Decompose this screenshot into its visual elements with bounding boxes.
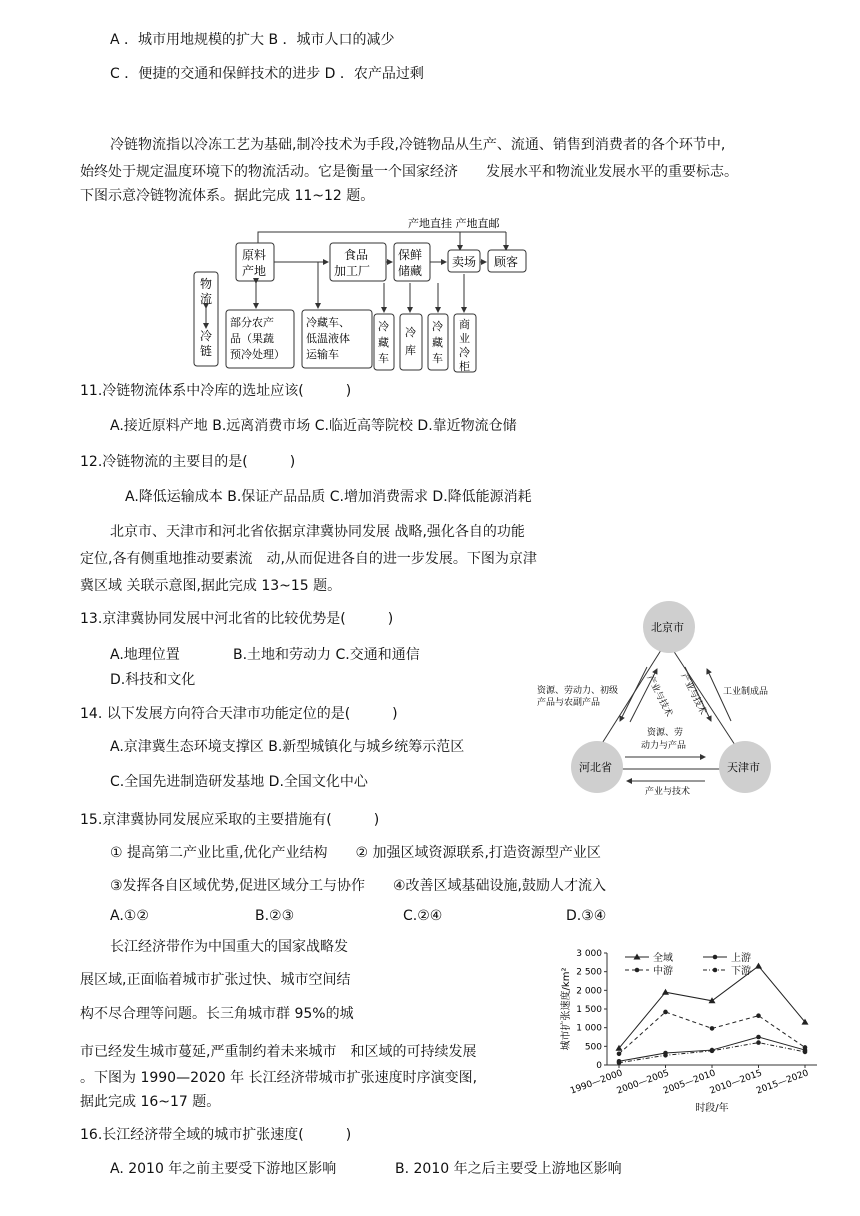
yangtze-para-line5: 。下图为 1990—2020 年 长江经济带城市扩张速度时序演变图, (80, 1070, 478, 1086)
yangtze-para-line6: 据此完成 16~17 题。 (80, 1094, 221, 1110)
legend-label: 中游 (653, 966, 673, 977)
data-point (663, 1053, 668, 1058)
legend-label: 全域 (653, 953, 673, 964)
q11-options: A.接近原料产地 B.远离消费市场 C.临近高等院校 D.靠近物流仓储 (110, 418, 517, 434)
data-point (803, 1050, 808, 1055)
data-point (617, 1060, 622, 1065)
legend-label: 上游 (731, 953, 751, 964)
legend-marker (713, 955, 718, 960)
x-tick-label: 1990—2000 (569, 1068, 625, 1097)
q15-opt-a: A.①② (110, 908, 149, 924)
truck-group-box: 冷藏车、低温液体运输车 (306, 316, 350, 361)
yangtze-para-line1: 长江经济带作为中国重大的国家战略发 (110, 939, 348, 955)
data-point (755, 963, 762, 969)
q15-opt-d: D.③④ (566, 908, 607, 924)
y-tick-label: 2 000 (576, 986, 602, 997)
legend-marker (635, 968, 640, 973)
y-tick-label: 1 000 (576, 1023, 602, 1034)
hebei-label: 河北省 (579, 761, 612, 774)
q13-opt-d: D.科技和文化 (110, 672, 196, 688)
coldchain-diagram (190, 210, 535, 375)
right-in-label: 产业与技术 (678, 671, 708, 717)
q14-line2: C.全国先进制造研发基地 D.全国文化中心 (110, 774, 368, 790)
q15-stem: 15.京津冀协同发展应采取的主要措施有( ) (80, 812, 380, 828)
q10-options-line2: C ．便捷的交通和保鲜技术的进步 D ．农产品过剩 (110, 66, 424, 82)
y-axis-title: 城市扩张速度/km² (561, 967, 572, 1051)
cold-storage-box: 冷库 (405, 326, 416, 357)
legend-marker (713, 968, 718, 973)
truck1-box: 冷藏车 (378, 320, 389, 365)
diagram-top-label: 产地直挂 产地直邮 (408, 217, 500, 230)
q16-stem: 16.长江经济带全域的城市扩张速度( ) (80, 1127, 352, 1143)
data-point (617, 1052, 622, 1057)
coldchain-para-line1: 冷链物流指以冷冻工艺为基础,制冷技术为手段,冷链物品从生产、流通、销售到消费者的各个环节中, (110, 137, 726, 153)
truck2-box: 冷藏车 (432, 320, 443, 365)
raw-material-box: 原料产地 (242, 248, 267, 278)
q15-statement2: ③发挥各自区域优势,促进区域分工与协作 ④改善区域基础设施,鼓励人才流入 (110, 878, 606, 894)
series-line-2 (619, 1012, 805, 1054)
x-tick-label: 2015—2020 (755, 1068, 811, 1097)
x-axis-title: 时段/年 (695, 1103, 729, 1114)
jjj-para-line3: 冀区域 关联示意图,据此完成 13~15 题。 (80, 578, 342, 594)
y-tick-label: 0 (596, 1061, 602, 1071)
y-tick-label: 3 000 (576, 949, 602, 959)
customer-box: 顾客 (494, 255, 519, 269)
x-tick-label: 2000—2005 (615, 1068, 671, 1097)
data-point (756, 1035, 761, 1040)
side-bottom-label: 冷链 (200, 329, 213, 358)
tianjin-label: 天津市 (727, 761, 760, 774)
q15-opt-b: B.②③ (255, 908, 295, 924)
y-tick-label: 2 500 (576, 967, 602, 978)
left-in-label: 产业与技术 (644, 673, 674, 719)
data-point (756, 1013, 761, 1018)
q13-opt-bc: B.土地和劳动力 C.交通和通信 (233, 647, 420, 663)
data-point (710, 1026, 715, 1031)
side-top-label: 物流 (200, 277, 213, 306)
beijing-label: 北京市 (651, 621, 684, 634)
coldchain-para-line2: 始终处于规定温度环境下的物流活动。它是衡量一个国家经济 发展水平和物流业发展水平的重要标志。 (80, 164, 738, 180)
urban-expansion-chart (555, 945, 830, 1115)
data-point (803, 1045, 808, 1050)
freezer-box: 商业冷柜 (459, 318, 470, 373)
preserve-box: 保鲜储藏 (398, 248, 423, 278)
x-tick-label: 2010—2015 (708, 1068, 764, 1097)
food-factory-box: 食品加工厂 (334, 248, 371, 278)
yangtze-para-line3: 构不尽合理等问题。长三角城市群 95%的城 (80, 1006, 354, 1022)
q13-opt-a: A.地理位置 (110, 647, 180, 663)
jjj-diagram (535, 597, 785, 797)
bottom-top-label: 资源、劳动力与产品 (641, 728, 687, 751)
data-point (663, 1010, 668, 1015)
q10-options-line1: A ．城市用地规模的扩大 B ．城市人口的减少 (110, 32, 395, 48)
q12-options: A.降低运输成本 B.保证产品品质 C.增加消费需求 D.降低能源消耗 (125, 489, 532, 505)
data-point (710, 1049, 715, 1054)
y-tick-label: 500 (584, 1042, 602, 1053)
q14-line1: A.京津冀生态环境支撑区 B.新型城镇化与城乡统筹示范区 (110, 739, 465, 755)
market-box: 卖场 (452, 255, 477, 269)
q11-stem: 11.冷链物流体系中冷库的选址应该( ) (80, 383, 352, 399)
right-out-label: 工业制成品 (723, 687, 769, 697)
q13-stem: 13.京津冀协同发展中河北省的比较优势是( ) (80, 611, 394, 627)
q16-opt-b: B. 2010 年之后主要受上游地区影响 (395, 1161, 622, 1177)
yangtze-para-line2: 展区域,正面临着城市扩张过快、城市空间结 (80, 972, 351, 988)
q15-statement1: ① 提高第二产业比重,优化产业结构 ② 加强区域资源联系,打造资源型产业区 (110, 845, 601, 861)
farm-box: 部分农产品（果蔬预冷处理） (230, 316, 285, 361)
y-tick-label: 1 500 (576, 1005, 602, 1015)
yangtze-para-line4: 市已经发生城市蔓延,严重制约着未来城市 和区域的可持续发展 (80, 1044, 477, 1060)
bottom-bottom-label: 产业与技术 (645, 787, 691, 797)
x-tick-label: 2005—2010 (662, 1068, 718, 1097)
q15-opt-c: C.②④ (403, 908, 443, 924)
legend-label: 下游 (731, 966, 751, 977)
q16-opt-a: A. 2010 年之前主要受下游地区影响 (110, 1161, 337, 1177)
data-point (756, 1040, 761, 1045)
jjj-para-line2: 定位,各有侧重地推动要素流 动,从而促进各自的进一步发展。下图为京津 (80, 551, 537, 567)
jjj-para-line1: 北京市、天津市和河北省依据京津冀协同发展 战略,强化各自的功能 (110, 524, 525, 540)
coldchain-para-line3: 下图示意冷链物流体系。据此完成 11~12 题。 (80, 188, 375, 204)
q12-stem: 12.冷链物流的主要目的是( ) (80, 454, 296, 470)
q14-stem: 14. 以下发展方向符合天津市功能定位的是( ) (80, 706, 398, 722)
data-point (662, 989, 669, 995)
series-line-0 (619, 966, 805, 1048)
left-out-label: 资源、劳动力、初级产品与农副产品 (537, 686, 619, 708)
